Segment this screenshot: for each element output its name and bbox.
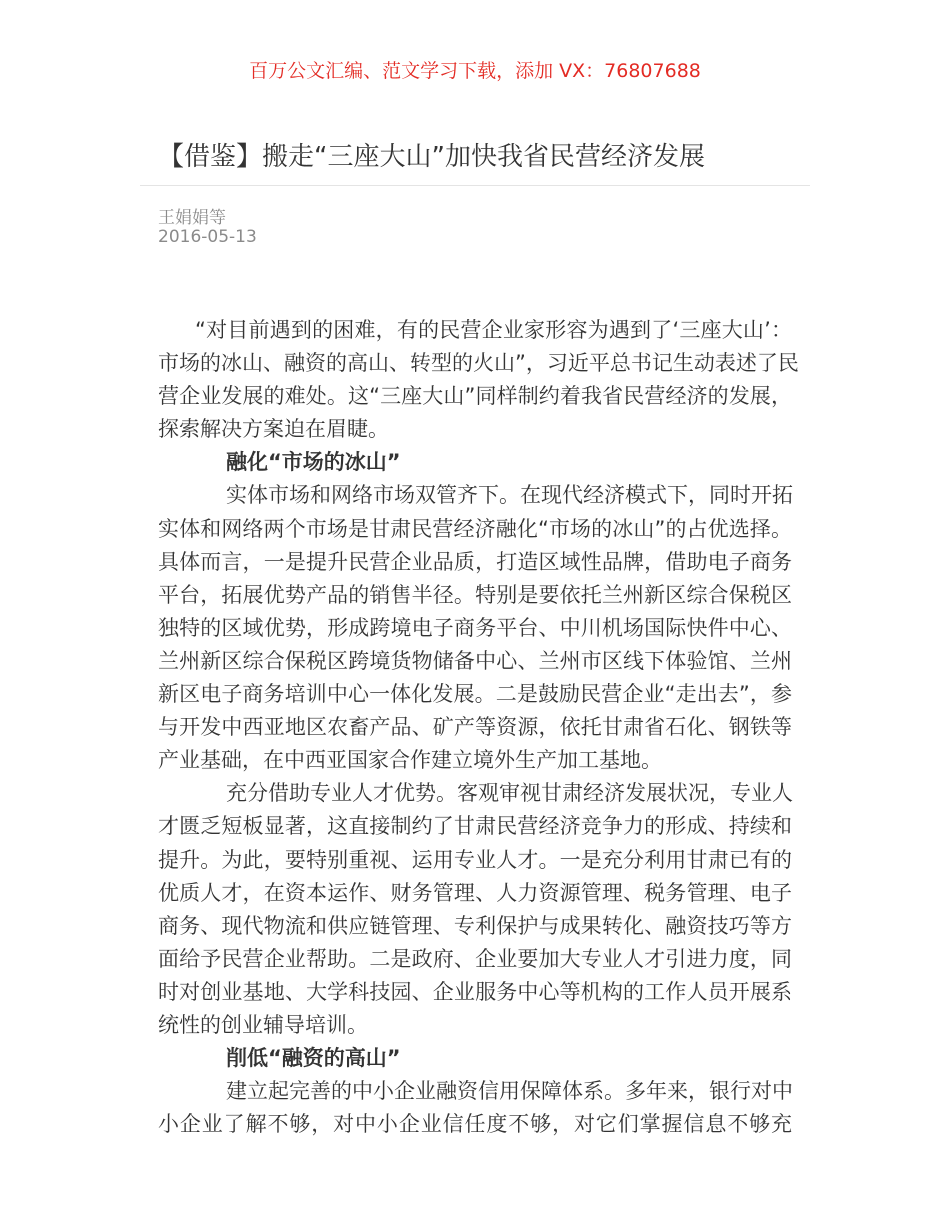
body-text-line: 优质人才，在资本运作、财务管理、人力资源管理、税务管理、电子 (158, 880, 792, 905)
article-title: 【借鉴】搬走“三座大山”加快我省民营经济发展 (158, 142, 705, 172)
body-text-line: 时对创业基地、大学科技园、企业服务中心等机构的工作人员开展系 (158, 979, 792, 1004)
body-text-line: 与开发中西亚地区农畜产品、矿产等资源，依托甘肃省石化、钢铁等 (158, 715, 792, 740)
section-heading: 削低“融资的高山” (226, 1046, 401, 1071)
download-banner: 百万公文汇编、范文学习下载，添加 VX：76807688 (249, 60, 701, 82)
body-text-line: 实体市场和网络市场双管齐下。在现代经济模式下，同时开拓 (226, 483, 793, 508)
article-author: 王娟娟等 (158, 208, 226, 228)
article-date: 2016-05-13 (158, 227, 257, 247)
body-text-line: “对目前遇到的困难，有的民营企业家形容为遇到了‘三座大山’： (195, 318, 792, 342)
body-text-line: 探索解决方案迫在眉睫。 (158, 417, 389, 442)
body-text-line: 才匮乏短板显著，这直接制约了甘肃民营经济竞争力的形成、持续和 (158, 814, 792, 839)
body-text-line: 建立起完善的中小企业融资信用保障体系。多年来，银行对中 (226, 1079, 793, 1104)
section-heading: 融化“市场的冰山” (226, 450, 401, 475)
title-divider (140, 185, 810, 186)
body-text-line: 统性的创业辅导培训。 (158, 1012, 368, 1037)
body-text-line: 实体和网络两个市场是甘肃民营经济融化“市场的冰山”的占优选择。 (158, 516, 792, 541)
body-text-line: 新区电子商务培训中心一体化发展。二是鼓励民营企业“走出去”，参 (158, 682, 792, 707)
body-text-line: 具体而言，一是提升民营企业品质，打造区域性品牌，借助电子商务 (158, 549, 792, 574)
body-text-line: 面给予民营企业帮助。二是政府、企业要加大专业人才引进力度，同 (158, 946, 792, 971)
body-text-line: 营企业发展的难处。这“三座大山”同样制约着我省民营经济的发展， (158, 384, 792, 409)
body-text-line: 市场的冰山、融资的高山、转型的火山”，习近平总书记生动表述了民 (158, 351, 799, 376)
body-text-line: 平台，拓展优势产品的销售半径。特别是要依托兰州新区综合保税区 (158, 582, 792, 607)
body-text-line: 产业基础，在中西亚国家合作建立境外生产加工基地。 (158, 748, 662, 773)
body-text-line: 独特的区域优势，形成跨境电子商务平台、中川机场国际快件中心、 (158, 615, 792, 640)
body-text-line: 商务、现代物流和供应链管理、专利保护与成果转化、融资技巧等方 (158, 913, 792, 938)
article-body (158, 314, 799, 1141)
body-text-line: 提升。为此，要特别重视、运用专业人才。一是充分利用甘肃已有的 (158, 847, 792, 872)
body-text-line: 充分借助专业人才优势。客观审视甘肃经济发展状况，专业人 (226, 781, 793, 806)
body-text-line: 兰州新区综合保税区跨境货物储备中心、兰州市区线下体验馆、兰州 (158, 648, 792, 673)
body-text-line: 小企业了解不够，对中小企业信任度不够，对它们掌握信息不够充 (158, 1112, 792, 1137)
